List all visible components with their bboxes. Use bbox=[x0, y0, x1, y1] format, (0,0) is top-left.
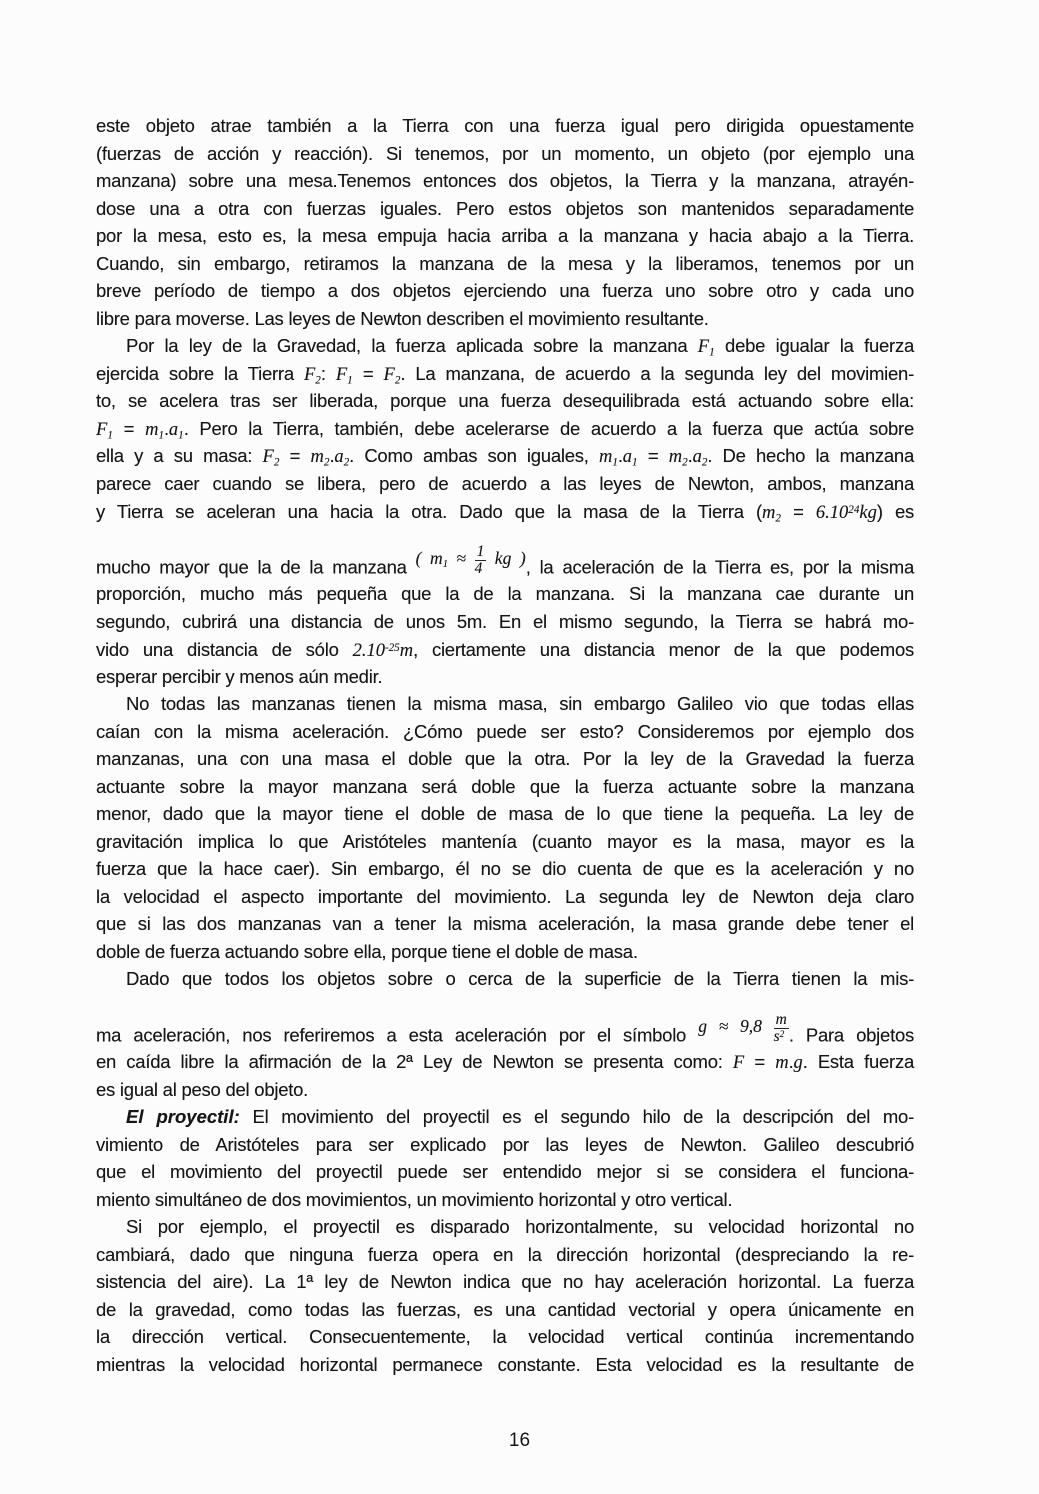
text-line: y Tierra se aceleran una hacia la otra. Dado que la masa de la Tierra $(m_2 = 6.10^{24}kg)$ es bbox=[96, 500, 914, 525]
text-line: proporción, mucho más pequeña que la de la manzana. Si la manzana cae durante un bbox=[96, 583, 914, 604]
text-line: segundo, cubrirá una distancia de unos 5m. En el mismo segundo, la Tierra se habrá mo- bbox=[96, 610, 914, 632]
paragraph-1 bbox=[96, 112, 914, 332]
text-line: este objeto atrae también a la Tierra con una fuerza igual pero dirigida opuestamente bbox=[96, 115, 914, 136]
text-line: Por la ley de la Gravedad, la fuerza aplicada sobre la manzana $F_1$ debe igualar la fuerza bbox=[126, 335, 915, 359]
text-line: dose una a otra con fuerzas iguales. Pero estos objetos son mantenidos separadamente bbox=[96, 197, 914, 219]
text-line: ella y a su masa: $F_2 = m_2.a_2$. Como ambas son iguales, $m_1.a_1 = m_2.a_2$. De hecho la manzana bbox=[96, 445, 914, 469]
text-line: caían con la misma aceleración. ¿Cómo puede ser esto? Consideremos por ejemplo dos bbox=[96, 720, 914, 742]
text-line: to, se acelera tras ser liberada, porque una fuerza desequilibrada está actuando sobre ella: bbox=[96, 390, 914, 411]
text-line: parece caer cuando se libera, pero de acuerdo a las leyes de Newton, ambos, manzana bbox=[96, 472, 914, 494]
text-line: Cuando, sin embargo, retiramos la manzana de la mesa y la liberamos, tenemos por un bbox=[96, 252, 914, 274]
text-line: doble de fuerza actuando sobre ella, porque tiene el doble de masa. bbox=[96, 940, 638, 962]
text-line: $F_1 = m_1.a_1$. Pero la Tierra, también, debe acelerarse de acuerdo a la fuerza que actúa sobre bbox=[96, 417, 914, 441]
paragraph-5 bbox=[96, 1103, 914, 1213]
text-line: la dirección vertical. Consecuentemente, la velocidad vertical continúa incrementando bbox=[96, 1326, 914, 1347]
text-line: miento simultáneo de dos movimientos, un movimiento horizontal y otro vertical. bbox=[96, 1188, 733, 1210]
text-line: vido una distancia de sólo $2.10^{-25}m$, ciertamente una distancia menor de la que podemos bbox=[96, 638, 914, 661]
paragraph-6 bbox=[96, 1213, 914, 1378]
text-line: esperar percibir y menos aún medir. bbox=[96, 665, 383, 687]
text-line: gravitación implica lo que Aristóteles mantenía (cuanto mayor es la masa, mayor es la bbox=[96, 830, 914, 852]
text-line: El proyectil: El movimiento del proyectil es el segundo hilo de la descripción del mo- bbox=[126, 1106, 915, 1127]
text-line: manzanas, una con una masa el doble que la otra. Por la ley de la Gravedad la fuerza bbox=[96, 748, 914, 769]
paragraph-4 bbox=[96, 965, 914, 1103]
text-line: es igual al peso del objeto. bbox=[96, 1078, 309, 1100]
text-line: ma aceleración, nos referiremos a esta aceleración por el símbolo g ≈ 9,8 $\frac{m}{s^2}$ . Para objetos bbox=[96, 1010, 915, 1046]
text-line: fuerza que la hace caer). Sin embargo, él no se dio cuenta de que es la aceleración y no bbox=[96, 858, 914, 879]
body-text bbox=[96, 112, 914, 1378]
text-line: ejercida sobre la Tierra $F_2$: $F_1 = F_2$. La manzana, de acuerdo a la segunda ley del movimien- bbox=[96, 362, 914, 386]
text-line: menor, dado que la mayor tiene el doble de masa de lo que tiene la pequeña. La ley de bbox=[96, 803, 914, 824]
paragraph-3 bbox=[96, 690, 914, 965]
text-line: de la gravedad, como todas las fuerzas, es una cantidad vectorial y opera únicamente en bbox=[96, 1298, 914, 1320]
text-line: manzana) sobre una mesa.Tenemos entonces dos objetos, la Tierra y la manzana, atrayén- bbox=[96, 170, 914, 191]
text-line: breve período de tiempo a dos objetos ejerciendo una fuerza uno sobre otro y cada uno bbox=[96, 280, 914, 301]
text-line: (fuerzas de acción y reacción). Si tenemos, por un momento, un objeto (por ejemplo una bbox=[96, 142, 914, 164]
text-line: actuante sobre la mayor manzana será doble que la fuerza actuante sobre la manzana bbox=[96, 775, 914, 797]
text-line: cambiará, dado que ninguna fuerza opera en la dirección horizontal (despreciando la re- bbox=[96, 1243, 914, 1265]
text-line: mientras la velocidad horizontal permanece constante. Esta velocidad es la resultante de bbox=[96, 1353, 914, 1375]
text-line: la velocidad el aspecto importante del movimiento. La segunda ley de Newton deja claro bbox=[96, 885, 914, 907]
text-line: Si por ejemplo, el proyectil es disparado horizontalmente, su velocidad horizontal no bbox=[126, 1216, 914, 1237]
text-line: sistencia del aire). La 1ª ley de Newton indica que no hay aceleración horizontal. La fuerza bbox=[96, 1271, 914, 1292]
text-line: en caída libre la afirmación de la 2ª Ley de Newton se presenta como: F = m.g. Esta fuerza bbox=[96, 1051, 914, 1073]
text-line: libre para moverse. Las leyes de Newton describen el movimiento resultante. bbox=[96, 307, 709, 329]
paragraph-2 bbox=[96, 332, 914, 690]
text-line: vimiento de Aristóteles para ser explicado por las leyes de Newton. Galileo descubrió bbox=[96, 1133, 914, 1155]
text-line: No todas las manzanas tienen la misma masa, sin embargo Galileo vio que todas ellas bbox=[126, 693, 914, 714]
text-line: que el movimiento del proyectil puede ser entendido mejor si se considera el funciona- bbox=[96, 1161, 914, 1182]
text-line: por la mesa, esto es, la mesa empuja hacia arriba a la manzana y hacia abajo a la Tierra. bbox=[96, 225, 914, 246]
text-line: que si las dos manzanas van a tener la misma aceleración, la masa grande debe tener el bbox=[96, 913, 914, 934]
text-line: mucho mayor que la de la manzana ( $m_1$ ≈ $\frac{1}{4}$ kg ), la aceleración de la Tierra es, por la misma bbox=[96, 542, 914, 578]
text-line: Dado que todos los objetos sobre o cerca de la superficie de la Tierra tienen la mis- bbox=[126, 968, 914, 989]
page-number: 16 bbox=[508, 1430, 531, 1451]
